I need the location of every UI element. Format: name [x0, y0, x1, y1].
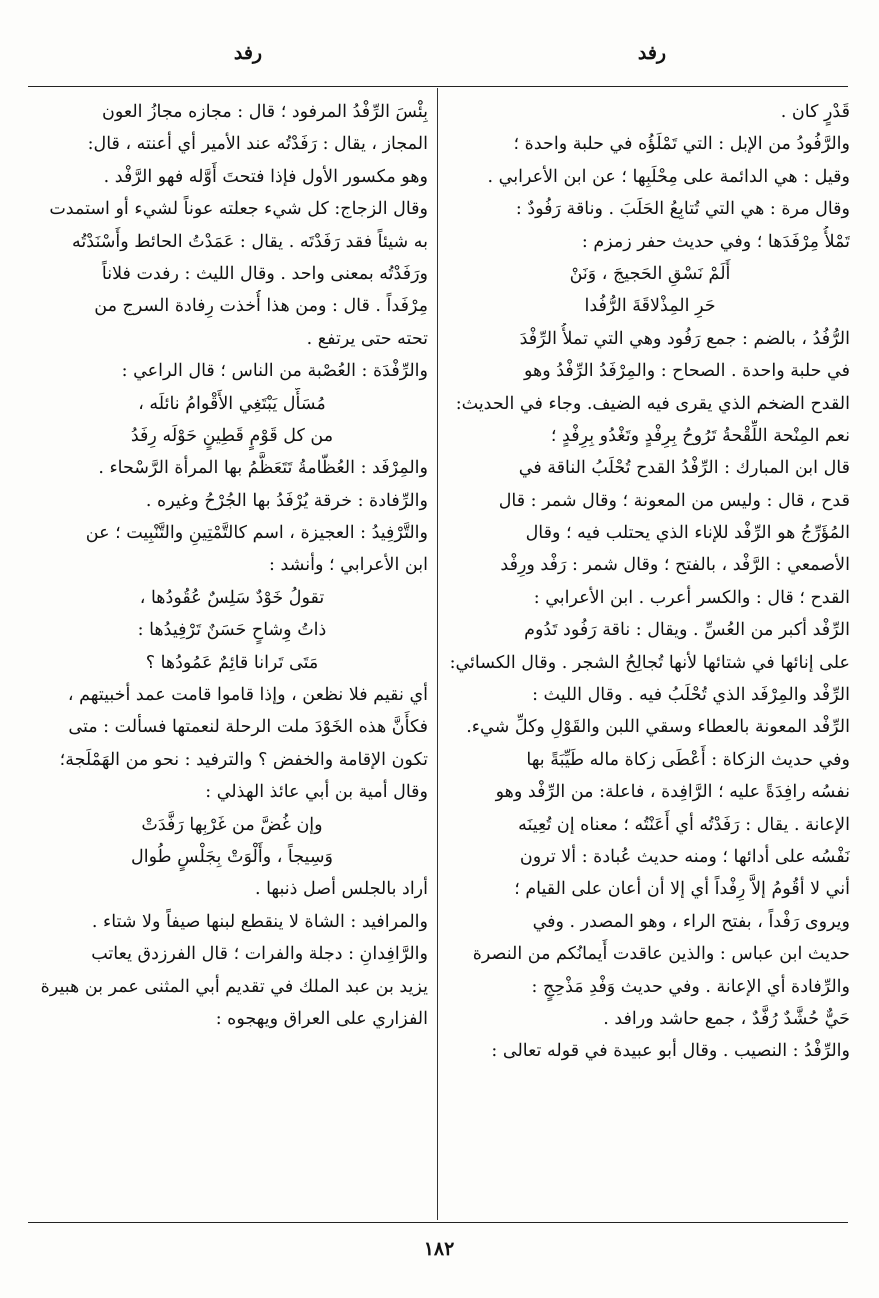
text-line: والرِّفْدَة : العُصْبة من الناس ؛ قال الراعي : — [121, 361, 428, 382]
text-line: المجاز ، يقال : رَفَدْتُه عند الأمير أي أعنته ، قال: — [87, 134, 428, 155]
text-line: الأصمعي : الرَّفْد ، بالفتح ؛ وقال شمر : رَفْد ورِفْد — [500, 555, 850, 576]
text-line: الإعانة . يقال : رَفَدْتُه أي أَعَنْتُه ؛ معناه إن تُعِينَه — [518, 814, 850, 835]
text-line: الرِّفْد والمِرْفَد الذي تُحْلَبُ فيه . وقال الليث : — [532, 685, 850, 706]
text-line: قدح ، قال : وليس من المعونة ؛ وقال شمر : قال — [498, 490, 850, 511]
left-column-text — [36, 96, 428, 1216]
text-line: ويروى رَفْداً ، بفتح الراء ، وهو المصدر . وفي — [532, 911, 850, 932]
text-line: وهو مكسور الأول فإذا فتحتَ أَوَّله فهو الرَّفْد . — [103, 166, 428, 187]
right-column-text — [450, 96, 850, 1216]
text-line: يزيد بن عبد الملك في تقديم أبي المثنى عمر بن هبيرة — [40, 976, 428, 997]
column-divider — [437, 88, 438, 1220]
text-line: قال ابن المبارك : الرِّفْدُ القدح تُحْلَبُ الناقة في — [518, 458, 850, 479]
text-line: والمرافيد : الشاة لا ينقطع لبنها صيفاً ولا شتاء . — [91, 911, 428, 932]
verse-line: حَرِ المِذْلاقَةَ الرُّفُدا — [584, 296, 716, 317]
text-line: نعم المِنْحة اللِّقْحةُ تَرُوحُ بِرِفْدٍ وتَغْدُو بِرِفْدٍ ؛ — [550, 425, 850, 446]
verse-line: من كل قَوْمٍ قَطِينٍ حَوْلَه رِفَدُ — [130, 425, 334, 446]
text-line: والمِرْفَد : العُظّامةُ تَتَعَظَّمُ بها المرأة الرَّسْحاء . — [98, 458, 428, 479]
text-line: حَيٌّ حُشَّدٌ رُفَّدٌ ، جمع حاشد ورافد . — [603, 1008, 850, 1029]
verse-line: ذاتُ وِشاحٍ حَسَنٌ تَرْفِيدُها : — [137, 620, 327, 641]
running-head-left: رفد — [233, 42, 263, 64]
verse-line: أَلَمْ نَسْقِ الحَجيجَ ، وَنَنْ — [569, 263, 731, 284]
text-line: تكون الإقامة والخفض ؟ والترفيد : نحو من الهَمْلَجة؛ — [59, 749, 428, 770]
text-line: والرِّفادة أي الإعانة . وفي حديث وَفْدِ مَذْحِجٍ : — [531, 976, 850, 997]
text-line: ابن الأعرابي ؛ وأنشد : — [268, 555, 428, 576]
text-line: الرِّفْد المعونة بالعطاء وسقي اللبن والقَوْلِ وكلِّ شيء. — [466, 717, 850, 738]
running-head-right: رفد — [637, 42, 667, 64]
text-line: وفي حديث الزكاة : أَعْطَى زكاة ماله طَيِّبَةً بها — [526, 749, 850, 770]
text-line: أني لا أقُومُ إلاَّ رِفْداً أي إلا أن أعان على القيام ؛ — [514, 879, 850, 900]
text-line: فكأَنَّ هذه الخَوْدَ ملت الرحلة لنعمتها فسألت : متى — [68, 717, 428, 738]
text-line: مِرْفَداً . قال : ومن هذا أُخذت رِفادة السرج من — [94, 296, 428, 317]
text-line: وقال أمية بن أبي عائذ الهذلي : — [205, 782, 428, 803]
text-line: أراد بالجلس أصل ذنبها . — [254, 879, 428, 900]
text-line: وقال مرة : هي التي تُتابِعُ الحَلَبَ . وناقة رَفُودٌ : — [515, 199, 850, 220]
text-line: الفزاري على العراق ويهجوه : — [215, 1008, 428, 1029]
text-line: تحته حتى يرتفع . — [306, 328, 428, 349]
text-line: ورَفَدْتُه بمعنى واحد . وقال الليث : رفدت فلاناً — [101, 263, 428, 284]
verse-line: تقولُ خَوْدٌ سَلِسٌ عُقُودُها ، — [139, 587, 325, 608]
text-line: الرُّفُدُ ، بالضم : جمع رَفُود وهي التي تملأُ الرِّفْدَ — [519, 328, 850, 349]
text-line: نفسُه رافِدَةً عليه ؛ الرَّافِدة ، فاعلة: من الرِّفْد وهو — [495, 782, 850, 803]
verse-line: مُسَأَّل يَبْتَغِي الأَقْوامُ نائلَه ، — [138, 393, 326, 414]
page-number: ١٨٢ — [423, 1238, 455, 1260]
text-line: القدح الضخم الذي يقرى فيه الضيف. وجاء في الحديث: — [455, 393, 850, 414]
text-line: أي نقيم فلا نظعن ، وإذا قاموا قامت عمد أخبيتهم ، — [67, 685, 428, 706]
header-rule — [28, 86, 848, 87]
footer-rule — [28, 1222, 848, 1223]
text-line: على إنائها في شتائها لأنها تُجالِحُ الشجر . وقال الكسائي: — [450, 652, 850, 673]
text-line: القدح ؛ قال : والكسر أعرب . ابن الأعرابي : — [533, 587, 850, 608]
text-line: والرِّفادة : خرقة يُرْفَدُ بها الجُرْحُ وغيره . — [145, 490, 428, 511]
text-line: وقيل : هي الدائمة على مِحْلَبِها ؛ عن ابن الأعرابي . — [487, 166, 850, 187]
text-line: والتَّرْفِيدُ : العجيزة ، اسم كالتَّمْتِينِ والتَّنْبِيت ؛ عن — [85, 523, 428, 544]
text-line: وقال الزجاج: كل شيء جعلته عوناً لشيء أو استمدت — [49, 199, 428, 220]
text-line: به شيئاً فقد رَفَدْتَه . يقال : عَمَدْتُ الحائط وأَسْنَدْتُه — [72, 231, 428, 252]
text-line: والرَّافِدانِ : دجلة والفرات ؛ قال الفرزدق يعاتب — [91, 944, 428, 965]
text-line: والرِّفْدُ : النصيب . وقال أبو عبيدة في قوله تعالى : — [491, 1041, 850, 1062]
text-line: المُؤَرِّجُ هو الرِّفْد للإناء الذي يحتلب فيه ؛ وقال — [525, 523, 850, 544]
text-line: في حلبة واحدة . الصحاح : والمِرْفَدُ الرِّفْدُ وهو — [523, 361, 850, 382]
text-line: تَمْلأُ مِرْفَدَها ؛ وفي حديث حفر زمزم : — [581, 231, 850, 252]
verse-line: مَتَى تَرانا قائِمٌ عَمُودُها ؟ — [145, 652, 319, 673]
text-line: والرَّفُودُ من الإبل : التي تَمْلَؤُه في حلبة واحدة ؛ — [513, 134, 850, 155]
text-line: بِئْسَ الرِّفْدُ المرفود ؛ قال : مجازه مجازُ العون — [101, 102, 428, 122]
verse-line: وإن غُضَّ من غَرْبِها رَفَّدَتْ — [141, 814, 323, 835]
text-line: نَفْسُه على أدائها ؛ ومنه حديث عُبادة : ألا ترون — [519, 846, 850, 867]
text-line: الرِّفْد أكبر من العُسِّ . ويقال : ناقة رَفُود تَدُوم — [524, 620, 850, 641]
text-line: قَدْرٍ كان . — [780, 102, 850, 122]
verse-line: وَسِيجاً ، وأَلْوَتْ بِجَلْسٍ طُوال — [131, 846, 333, 867]
text-line: حديث ابن عباس : والذين عاقدت أَيمانُكم من النصرة — [472, 944, 850, 965]
